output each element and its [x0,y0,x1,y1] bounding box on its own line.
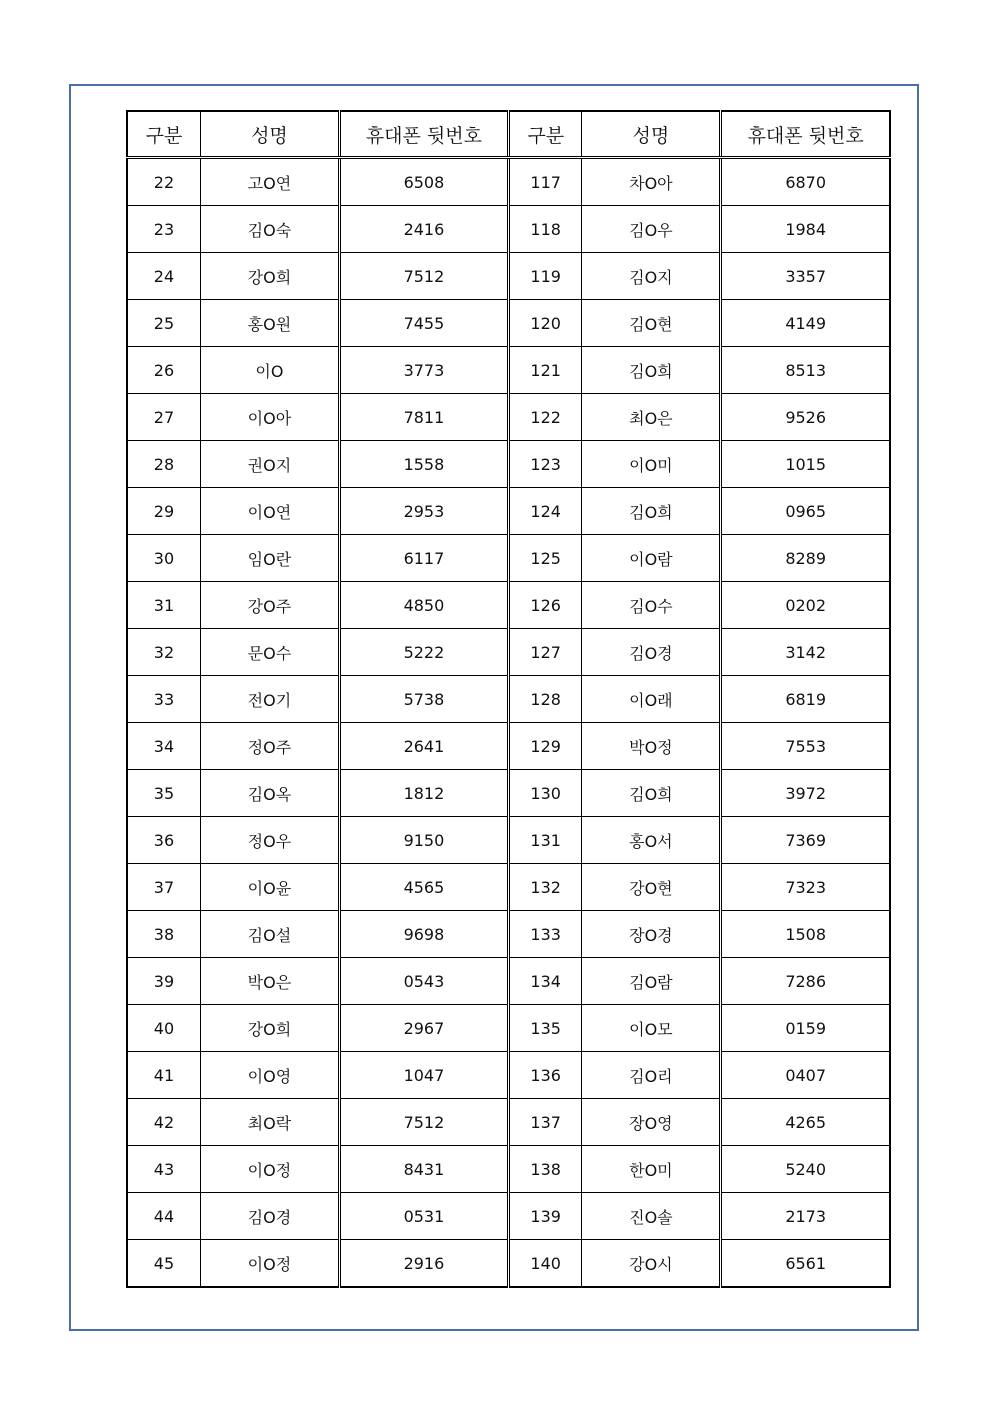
cell-phone: 5738 [339,676,508,723]
cell-name: 이O모 [582,1005,721,1052]
cell-no: 27 [127,394,200,441]
cell-phone: 0531 [339,1193,508,1240]
cell-name: 김O리 [582,1052,721,1099]
cell-phone: 7323 [721,864,890,911]
cell-name: 김O수 [582,582,721,629]
cell-phone: 7369 [721,817,890,864]
cell-no: 29 [127,488,200,535]
cell-phone: 2416 [339,206,508,253]
cell-name: 김O희 [582,347,721,394]
cell-name: 김O경 [582,629,721,676]
cell-phone: 0407 [721,1052,890,1099]
table-row [127,347,890,394]
cell-name: 이O아 [200,394,339,441]
cell-phone: 1558 [339,441,508,488]
cell-phone: 2916 [339,1240,508,1288]
cell-no: 118 [508,206,581,253]
cell-name: 최O락 [200,1099,339,1146]
cell-no: 126 [508,582,581,629]
cell-no: 131 [508,817,581,864]
cell-phone: 7455 [339,300,508,347]
table-row [127,441,890,488]
cell-no: 129 [508,723,581,770]
cell-name: 강O주 [200,582,339,629]
table-row [127,1005,890,1052]
cell-no: 117 [508,158,581,206]
cell-phone: 6561 [721,1240,890,1288]
cell-phone: 7512 [339,253,508,300]
table-row [127,1146,890,1193]
table-row [127,158,890,206]
cell-phone: 6870 [721,158,890,206]
table-row [127,488,890,535]
header-phone: 휴대폰 뒷번호 [721,111,890,158]
cell-no: 125 [508,535,581,582]
header-no: 구분 [508,111,581,158]
header-row [127,111,890,158]
table-row [127,770,890,817]
cell-name: 김O현 [582,300,721,347]
cell-phone: 8513 [721,347,890,394]
cell-phone: 7553 [721,723,890,770]
cell-name: 이O래 [582,676,721,723]
cell-no: 127 [508,629,581,676]
cell-no: 36 [127,817,200,864]
header-name: 성명 [582,111,721,158]
cell-phone: 7811 [339,394,508,441]
cell-name: 강O시 [582,1240,721,1288]
cell-name: 강O현 [582,864,721,911]
table-row [127,676,890,723]
cell-name: 이O연 [200,488,339,535]
cell-name: 김O희 [582,770,721,817]
cell-phone: 4565 [339,864,508,911]
cell-name: 이O영 [200,1052,339,1099]
cell-name: 이O [200,347,339,394]
cell-phone: 9526 [721,394,890,441]
cell-no: 44 [127,1193,200,1240]
table-row [127,535,890,582]
cell-no: 35 [127,770,200,817]
table-row [127,206,890,253]
cell-phone: 5222 [339,629,508,676]
cell-name: 권O지 [200,441,339,488]
cell-no: 138 [508,1146,581,1193]
cell-name: 정O우 [200,817,339,864]
cell-phone: 0543 [339,958,508,1005]
cell-name: 문O수 [200,629,339,676]
cell-no: 24 [127,253,200,300]
cell-name: 차O아 [582,158,721,206]
cell-no: 136 [508,1052,581,1099]
table-row [127,817,890,864]
cell-phone: 1508 [721,911,890,958]
cell-name: 진O솔 [582,1193,721,1240]
table-row [127,1193,890,1240]
cell-phone: 2953 [339,488,508,535]
cell-no: 38 [127,911,200,958]
header-phone: 휴대폰 뒷번호 [339,111,508,158]
table-row [127,958,890,1005]
header-no: 구분 [127,111,200,158]
table-row [127,1099,890,1146]
cell-name: 강O희 [200,253,339,300]
table-row [127,1052,890,1099]
cell-name: 김O설 [200,911,339,958]
cell-phone: 1015 [721,441,890,488]
cell-no: 123 [508,441,581,488]
cell-phone: 3142 [721,629,890,676]
cell-no: 122 [508,394,581,441]
cell-phone: 2967 [339,1005,508,1052]
table-row [127,629,890,676]
cell-phone: 0202 [721,582,890,629]
cell-no: 119 [508,253,581,300]
cell-no: 31 [127,582,200,629]
table-row [127,582,890,629]
cell-no: 45 [127,1240,200,1288]
cell-name: 이O정 [200,1146,339,1193]
cell-phone: 9698 [339,911,508,958]
cell-no: 128 [508,676,581,723]
cell-no: 42 [127,1099,200,1146]
cell-name: 임O란 [200,535,339,582]
cell-no: 37 [127,864,200,911]
roster-body [127,158,890,1288]
cell-phone: 2641 [339,723,508,770]
cell-no: 28 [127,441,200,488]
roster-table [126,110,891,1288]
cell-no: 26 [127,347,200,394]
cell-no: 133 [508,911,581,958]
table-row [127,300,890,347]
cell-name: 김O지 [582,253,721,300]
cell-name: 최O은 [582,394,721,441]
cell-phone: 4149 [721,300,890,347]
cell-name: 전O기 [200,676,339,723]
cell-no: 30 [127,535,200,582]
cell-phone: 3357 [721,253,890,300]
cell-no: 32 [127,629,200,676]
cell-phone: 8431 [339,1146,508,1193]
cell-phone: 7286 [721,958,890,1005]
cell-name: 정O주 [200,723,339,770]
cell-no: 25 [127,300,200,347]
cell-phone: 1047 [339,1052,508,1099]
cell-no: 43 [127,1146,200,1193]
cell-no: 135 [508,1005,581,1052]
cell-no: 120 [508,300,581,347]
cell-no: 139 [508,1193,581,1240]
cell-phone: 2173 [721,1193,890,1240]
cell-name: 홍O원 [200,300,339,347]
cell-phone: 0965 [721,488,890,535]
cell-name: 홍O서 [582,817,721,864]
cell-name: 장O경 [582,911,721,958]
cell-no: 23 [127,206,200,253]
cell-no: 132 [508,864,581,911]
cell-phone: 1984 [721,206,890,253]
cell-no: 33 [127,676,200,723]
cell-name: 김O희 [582,488,721,535]
cell-no: 22 [127,158,200,206]
cell-phone: 9150 [339,817,508,864]
cell-phone: 6508 [339,158,508,206]
table-row [127,1240,890,1288]
cell-name: 김O숙 [200,206,339,253]
cell-name: 고O연 [200,158,339,206]
cell-phone: 4850 [339,582,508,629]
cell-phone: 4265 [721,1099,890,1146]
cell-phone: 1812 [339,770,508,817]
cell-name: 김O경 [200,1193,339,1240]
table-row [127,394,890,441]
cell-phone: 6117 [339,535,508,582]
cell-no: 41 [127,1052,200,1099]
cell-phone: 5240 [721,1146,890,1193]
cell-name: 박O정 [582,723,721,770]
cell-no: 121 [508,347,581,394]
table-row [127,253,890,300]
cell-name: 김O옥 [200,770,339,817]
table-row [127,723,890,770]
cell-no: 134 [508,958,581,1005]
cell-name: 이O미 [582,441,721,488]
cell-no: 137 [508,1099,581,1146]
cell-name: 박O은 [200,958,339,1005]
cell-phone: 7512 [339,1099,508,1146]
cell-name: 장O영 [582,1099,721,1146]
cell-name: 이O정 [200,1240,339,1288]
cell-no: 34 [127,723,200,770]
cell-phone: 3773 [339,347,508,394]
header-name: 성명 [200,111,339,158]
cell-name: 강O희 [200,1005,339,1052]
cell-name: 이O람 [582,535,721,582]
cell-name: 이O윤 [200,864,339,911]
cell-no: 40 [127,1005,200,1052]
cell-no: 124 [508,488,581,535]
cell-name: 김O우 [582,206,721,253]
cell-phone: 8289 [721,535,890,582]
cell-phone: 3972 [721,770,890,817]
table-row [127,864,890,911]
cell-name: 김O람 [582,958,721,1005]
table-row [127,911,890,958]
cell-name: 한O미 [582,1146,721,1193]
cell-no: 39 [127,958,200,1005]
cell-phone: 0159 [721,1005,890,1052]
cell-no: 130 [508,770,581,817]
cell-no: 140 [508,1240,581,1288]
cell-phone: 6819 [721,676,890,723]
